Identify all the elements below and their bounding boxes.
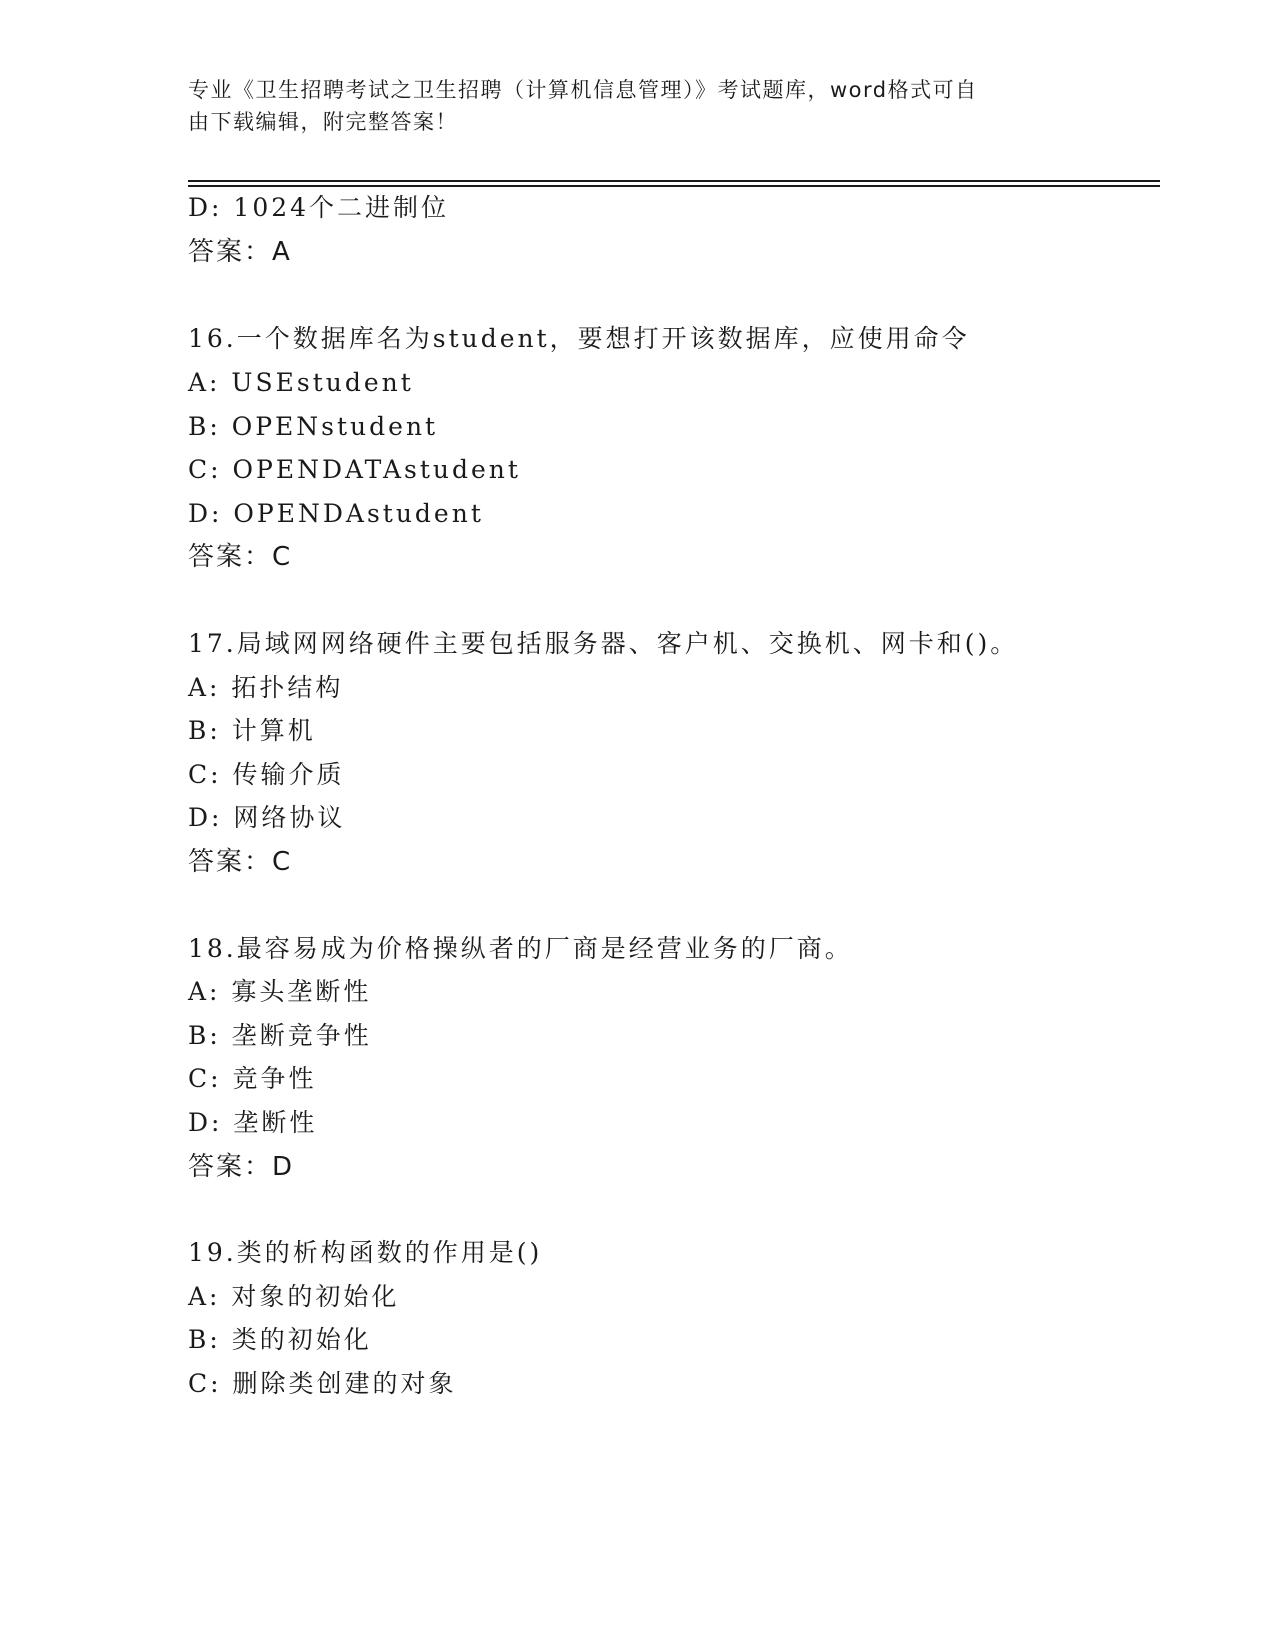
- question-18-option-a: A: 寡头垄断性: [188, 977, 372, 1006]
- question-18-option-c: C: 竞争性: [188, 1064, 317, 1093]
- question-18-answer: [188, 1149, 293, 1185]
- answer-value: C: [272, 847, 292, 877]
- question-16-option-c: C: OPENDATAstudent: [188, 455, 521, 484]
- question-19-stem: 19.类的析构函数的作用是(): [188, 1238, 543, 1267]
- question-16-answer: [188, 539, 291, 575]
- question-16-stem: 16.一个数据库名为student，要想打开该数据库，应使用命令: [188, 324, 970, 353]
- header-line-1: 专业《卫生招聘考试之卫生招聘（计算机信息管理）》考试题库，word格式可自: [188, 78, 978, 102]
- question-18-stem: 18.最容易成为价格操纵者的厂商是经营业务的厂商。: [188, 934, 853, 963]
- question-19-option-c: C: 删除类创建的对象: [188, 1369, 457, 1398]
- option-d-prev: D: 1024个二进制位: [188, 193, 450, 222]
- question-19-option-b: B: 类的初始化: [188, 1325, 372, 1354]
- question-17-option-c: C: 传输介质: [188, 760, 345, 789]
- answer-value: A: [272, 237, 291, 267]
- question-16-option-d: D: OPENDAstudent: [188, 499, 484, 528]
- document-header: [188, 74, 1088, 138]
- answer-label: 答案：: [188, 847, 273, 877]
- question-17-answer: [188, 844, 291, 880]
- header-line-2: 由下载编辑，附完整答案！: [188, 110, 458, 134]
- question-16-option-b: B: OPENstudent: [188, 412, 439, 441]
- answer-label: 答案：: [188, 237, 273, 267]
- question-17-option-d: D: 网络协议: [188, 803, 346, 832]
- question-19-option-a: A: 对象的初始化: [188, 1282, 400, 1311]
- answer-label: 答案：: [188, 1152, 273, 1182]
- header-divider-top: [188, 180, 1160, 182]
- question-18-option-d: D: 垄断性: [188, 1108, 318, 1137]
- answer-value: D: [272, 1152, 294, 1182]
- answer-value: C: [272, 542, 292, 572]
- answer-prev: [188, 234, 291, 270]
- question-17-option-b: B: 计算机: [188, 716, 316, 745]
- answer-label: 答案：: [188, 542, 273, 572]
- question-17-stem: 17.局域网网络硬件主要包括服务器、客户机、交换机、网卡和()。: [188, 629, 1019, 658]
- question-16-option-a: A: USEstudent: [188, 368, 414, 397]
- header-divider-bottom: [188, 185, 1160, 187]
- question-17-option-a: A: 拓扑结构: [188, 673, 344, 702]
- question-18-option-b: B: 垄断竞争性: [188, 1021, 372, 1050]
